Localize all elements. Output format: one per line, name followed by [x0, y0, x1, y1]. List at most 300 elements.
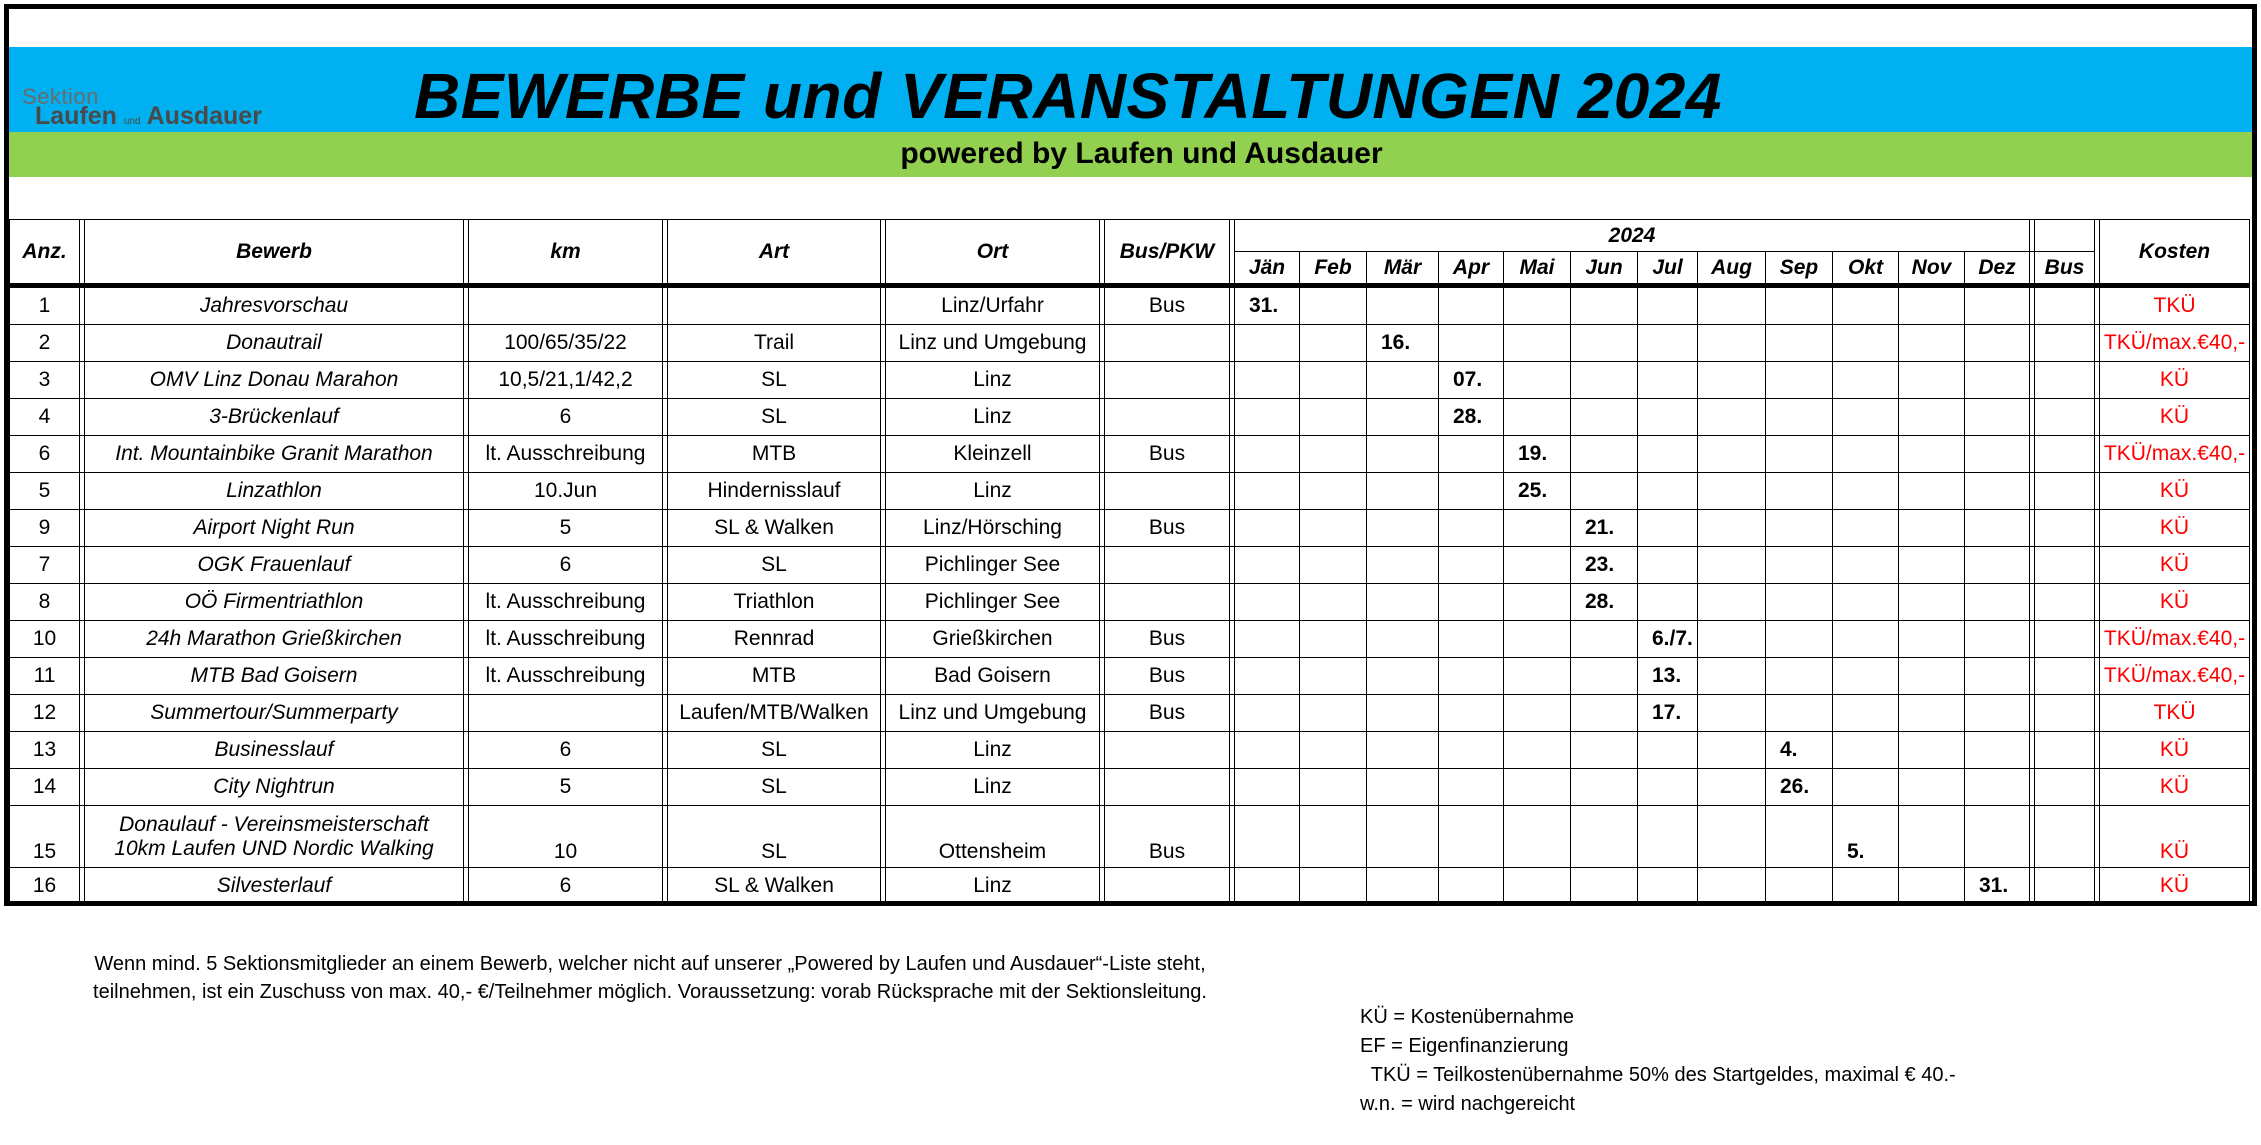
cell-bewerb: City Nightrun: [85, 769, 464, 806]
cell-month-empty: [1439, 769, 1504, 806]
cell-bus-pkw: Bus: [1105, 658, 1230, 695]
cell-km: 6: [469, 547, 663, 584]
cell-month-empty: [1504, 362, 1571, 399]
cell-kosten: KÜ: [2100, 806, 2250, 868]
table-row: [10, 473, 2250, 510]
cell-art: SL: [668, 769, 881, 806]
cell-anz: 5: [10, 473, 80, 510]
cell-ort: Grießkirchen: [886, 621, 1100, 658]
cell-month-empty: [1833, 584, 1899, 621]
cell-month-empty: [1899, 399, 1965, 436]
cell-month-empty: [1899, 868, 1965, 905]
cell-bus-pkw: [1105, 473, 1230, 510]
cell-km: 10: [469, 806, 663, 868]
cell-art: SL: [668, 399, 881, 436]
cell-month-empty: [1504, 399, 1571, 436]
cell-anz: 1: [10, 286, 80, 325]
cell-month-empty: [1367, 695, 1439, 732]
cell-date: 28.: [1439, 399, 1504, 436]
cell-ort: Linz/Urfahr: [886, 286, 1100, 325]
header-anz: Anz.: [10, 220, 80, 286]
cell-ort: Linz: [886, 473, 1100, 510]
cell-month-empty: [1439, 286, 1504, 325]
cell-month-empty: [1965, 584, 2030, 621]
cell-month-empty: [1766, 547, 1833, 584]
cell-art: SL: [668, 547, 881, 584]
logo-und: und: [123, 116, 141, 127]
header-month: Jun: [1571, 252, 1638, 286]
cell-month-empty: [1766, 806, 1833, 868]
cell-month-empty: [1367, 658, 1439, 695]
cell-month-empty: [1638, 732, 1698, 769]
cell-bewerb: [85, 806, 464, 868]
cell-month-empty: [1300, 547, 1367, 584]
cell-anz: 14: [10, 769, 80, 806]
cell-bus-pkw: [1105, 547, 1230, 584]
cell-month-empty: [1235, 473, 1300, 510]
cell-kosten: KÜ: [2100, 547, 2250, 584]
cell-month-empty: [1899, 362, 1965, 399]
cell-month-empty: [1698, 621, 1766, 658]
cell-month-empty: [1698, 362, 1766, 399]
cell-bus: [2035, 473, 2095, 510]
section-logo: [15, 84, 315, 134]
cell-ort: Ottensheim: [886, 806, 1100, 868]
cell-month-empty: [1965, 399, 2030, 436]
cell-month-empty: [1698, 732, 1766, 769]
cell-month-empty: [1504, 806, 1571, 868]
header-bewerb: Bewerb: [85, 220, 464, 286]
cell-km: lt. Ausschreibung: [469, 621, 663, 658]
cell-bus-pkw: Bus: [1105, 510, 1230, 547]
cell-month-empty: [1899, 584, 1965, 621]
cell-kosten: KÜ: [2100, 362, 2250, 399]
cell-bewerb: Donautrail: [85, 325, 464, 362]
cell-date: 5.: [1833, 806, 1899, 868]
cell-bus-pkw: Bus: [1105, 695, 1230, 732]
cell-kosten: KÜ: [2100, 584, 2250, 621]
cell-month-empty: [1235, 362, 1300, 399]
cell-art: SL: [668, 362, 881, 399]
cell-bus: [2035, 436, 2095, 473]
cell-bewerb: Jahresvorschau: [85, 286, 464, 325]
logo-sektion-text: Sektion: [22, 84, 99, 109]
cell-month-empty: [1899, 510, 1965, 547]
cell-anz: 11: [10, 658, 80, 695]
cell-bus: [2035, 362, 2095, 399]
cell-bewerb: Silvesterlauf: [85, 868, 464, 905]
cell-ort: Linz: [886, 868, 1100, 905]
cell-kosten: KÜ: [2100, 510, 2250, 547]
cell-anz: 15: [10, 806, 80, 868]
cell-kosten: KÜ: [2100, 769, 2250, 806]
header-month: Jän: [1235, 252, 1300, 286]
cell-bus-pkw: Bus: [1105, 621, 1230, 658]
cell-bus-pkw: Bus: [1105, 436, 1230, 473]
cell-date: 31.: [1965, 868, 2030, 905]
cell-month-empty: [1833, 473, 1899, 510]
cell-month-empty: [1235, 510, 1300, 547]
page-title: BEWERBE und VERANSTALTUNGEN 2024: [414, 60, 1722, 132]
cell-anz: 12: [10, 695, 80, 732]
cell-month-empty: [1833, 868, 1899, 905]
cell-month-empty: [1571, 436, 1638, 473]
cell-bewerb: OÖ Firmentriathlon: [85, 584, 464, 621]
cell-month-empty: [1571, 325, 1638, 362]
header-ort: Ort: [886, 220, 1100, 286]
cell-month-empty: [1833, 658, 1899, 695]
cell-art: MTB: [668, 436, 881, 473]
cell-ort: Linz und Umgebung: [886, 695, 1100, 732]
cell-bus: [2035, 547, 2095, 584]
cell-month-empty: [1766, 868, 1833, 905]
cell-month-empty: [1235, 769, 1300, 806]
cell-month-empty: [1698, 399, 1766, 436]
header-month: Jul: [1638, 252, 1698, 286]
cell-month-empty: [1638, 510, 1698, 547]
cell-month-empty: [1300, 473, 1367, 510]
cell-month-empty: [1698, 584, 1766, 621]
cell-month-empty: [1439, 325, 1504, 362]
cell-month-empty: [1300, 325, 1367, 362]
cell-month-empty: [1965, 436, 2030, 473]
cell-km: lt. Ausschreibung: [469, 436, 663, 473]
cell-date: 16.: [1367, 325, 1439, 362]
cell-month-empty: [1766, 621, 1833, 658]
cell-month-empty: [1638, 473, 1698, 510]
cell-month-empty: [1235, 658, 1300, 695]
event-sheet: [4, 4, 2257, 906]
cell-month-empty: [1965, 325, 2030, 362]
cell-month-empty: [1300, 621, 1367, 658]
cell-month-empty: [1367, 473, 1439, 510]
header-month: Nov: [1899, 252, 1965, 286]
table-row: [10, 658, 2250, 695]
cell-date: 6./7.: [1638, 621, 1698, 658]
cell-month-empty: [1899, 286, 1965, 325]
cell-month-empty: [1439, 510, 1504, 547]
table-row: [10, 286, 2250, 325]
cell-month-empty: [1439, 547, 1504, 584]
cell-month-empty: [1300, 769, 1367, 806]
logo-name: [35, 102, 262, 131]
cell-km: 5: [469, 510, 663, 547]
cell-month-empty: [1899, 621, 1965, 658]
cell-km: 6: [469, 399, 663, 436]
cell-date: 21.: [1571, 510, 1638, 547]
cell-month-empty: [1504, 658, 1571, 695]
cell-bus-pkw: [1105, 325, 1230, 362]
cell-month-empty: [1766, 436, 1833, 473]
cell-km: lt. Ausschreibung: [469, 658, 663, 695]
cell-month-empty: [1638, 325, 1698, 362]
cell-month-empty: [1766, 325, 1833, 362]
page-subtitle: powered by Laufen und Ausdauer: [900, 137, 1383, 170]
cell-anz: 2: [10, 325, 80, 362]
cell-anz: 16: [10, 868, 80, 905]
cell-month-empty: [1300, 695, 1367, 732]
cell-art: SL & Walken: [668, 868, 881, 905]
cell-month-empty: [1504, 325, 1571, 362]
cell-month-empty: [1833, 510, 1899, 547]
cell-month-empty: [1504, 732, 1571, 769]
cell-month-empty: [1571, 806, 1638, 868]
cell-month-empty: [1300, 510, 1367, 547]
cell-kosten: KÜ: [2100, 399, 2250, 436]
table-row: [10, 325, 2250, 362]
cell-month-empty: [1899, 658, 1965, 695]
logo-part2: Ausdauer: [146, 102, 262, 130]
cell-month-empty: [1698, 695, 1766, 732]
cell-art: MTB: [668, 658, 881, 695]
cell-month-empty: [1439, 621, 1504, 658]
cell-month-empty: [1235, 732, 1300, 769]
cell-month-empty: [1899, 732, 1965, 769]
cell-kosten: TKÜ/max.€40,-: [2100, 658, 2250, 695]
cell-month-empty: [1833, 325, 1899, 362]
cell-month-empty: [1899, 436, 1965, 473]
cell-date: 31.: [1235, 286, 1300, 325]
cell-month-empty: [1439, 584, 1504, 621]
cell-kosten: TKÜ/max.€40,-: [2100, 621, 2250, 658]
events-table: [9, 219, 2250, 905]
cell-month-empty: [1766, 362, 1833, 399]
legend-tku: TKÜ = Teilkostenübernahme 50% des Startgeldes, maximal € 40.-: [1360, 1064, 1956, 1086]
legend: [1360, 1003, 1956, 1119]
cell-month-empty: [1504, 621, 1571, 658]
cell-km: [469, 695, 663, 732]
cell-month-empty: [1439, 732, 1504, 769]
cell-month-empty: [1300, 732, 1367, 769]
cell-bewerb: Summertour/Summerparty: [85, 695, 464, 732]
cell-ort: Linz/Hörsching: [886, 510, 1100, 547]
cell-month-empty: [1300, 584, 1367, 621]
cell-bus-pkw: [1105, 399, 1230, 436]
header-month: Aug: [1698, 252, 1766, 286]
cell-month-empty: [1698, 473, 1766, 510]
cell-month-empty: [1965, 621, 2030, 658]
cell-ort: Bad Goisern: [886, 658, 1100, 695]
cell-art: Rennrad: [668, 621, 881, 658]
cell-month-empty: [1833, 547, 1899, 584]
table-row: [10, 868, 2250, 905]
header-month: Feb: [1300, 252, 1367, 286]
cell-month-empty: [1235, 868, 1300, 905]
header-month: Apr: [1439, 252, 1504, 286]
cell-month-empty: [1766, 286, 1833, 325]
cell-month-empty: [1571, 362, 1638, 399]
table-row: [10, 362, 2250, 399]
cell-month-empty: [1300, 658, 1367, 695]
cell-date: 25.: [1504, 473, 1571, 510]
cell-bewerb-line2: 10km Laufen UND Nordic Walking: [114, 836, 434, 860]
cell-km: 100/65/35/22: [469, 325, 663, 362]
cell-art: Hindernisslauf: [668, 473, 881, 510]
cell-month-empty: [1965, 286, 2030, 325]
cell-month-empty: [1504, 868, 1571, 905]
cell-month-empty: [1504, 510, 1571, 547]
cell-month-empty: [1235, 547, 1300, 584]
cell-bus-pkw: [1105, 732, 1230, 769]
cell-date: 4.: [1766, 732, 1833, 769]
cell-bus: [2035, 325, 2095, 362]
cell-month-empty: [1367, 399, 1439, 436]
cell-month-empty: [1698, 325, 1766, 362]
header-month: Mai: [1504, 252, 1571, 286]
cell-month-empty: [1300, 436, 1367, 473]
cell-month-empty: [1235, 325, 1300, 362]
cell-month-empty: [1300, 399, 1367, 436]
cell-km: [469, 286, 663, 325]
cell-month-empty: [1439, 868, 1504, 905]
cell-bus: [2035, 732, 2095, 769]
header-bus: Bus: [2035, 252, 2095, 286]
cell-month-empty: [1367, 621, 1439, 658]
cell-month-empty: [1638, 806, 1698, 868]
cell-km: 6: [469, 868, 663, 905]
cell-km: 10,5/21,1/42,2: [469, 362, 663, 399]
cell-anz: 10: [10, 621, 80, 658]
cell-art: Triathlon: [668, 584, 881, 621]
cell-month-empty: [1367, 286, 1439, 325]
cell-month-empty: [1235, 584, 1300, 621]
cell-date: 07.: [1439, 362, 1504, 399]
cell-date: 23.: [1571, 547, 1638, 584]
cell-month-empty: [1367, 584, 1439, 621]
cell-bus: [2035, 868, 2095, 905]
cell-bus: [2035, 695, 2095, 732]
table-row: [10, 547, 2250, 584]
header-bus-pkw: Bus/PKW: [1105, 220, 1230, 286]
cell-date: 19.: [1504, 436, 1571, 473]
cell-month-empty: [1766, 473, 1833, 510]
header-art: Art: [668, 220, 881, 286]
cell-anz: 7: [10, 547, 80, 584]
cell-month-empty: [1698, 806, 1766, 868]
header-month: Dez: [1965, 252, 2030, 286]
cell-bewerb: 24h Marathon Grießkirchen: [85, 621, 464, 658]
cell-month-empty: [1367, 732, 1439, 769]
cell-km: 5: [469, 769, 663, 806]
cell-month-empty: [1698, 510, 1766, 547]
cell-month-empty: [1571, 399, 1638, 436]
table-row: [10, 732, 2250, 769]
cell-month-empty: [1439, 473, 1504, 510]
cell-art: SL: [668, 806, 881, 868]
cell-month-empty: [1367, 806, 1439, 868]
cell-month-empty: [1638, 436, 1698, 473]
cell-art: [668, 286, 881, 325]
cell-art: Trail: [668, 325, 881, 362]
cell-month-empty: [1698, 769, 1766, 806]
cell-month-empty: [1504, 584, 1571, 621]
cell-month-empty: [1833, 732, 1899, 769]
cell-month-empty: [1571, 286, 1638, 325]
cell-bewerb: Airport Night Run: [85, 510, 464, 547]
cell-date: 28.: [1571, 584, 1638, 621]
cell-month-empty: [1965, 510, 2030, 547]
cell-month-empty: [1766, 510, 1833, 547]
cell-kosten: KÜ: [2100, 732, 2250, 769]
legend-wn: w.n. = wird nachgereicht: [1360, 1093, 1576, 1115]
cell-ort: Linz: [886, 399, 1100, 436]
cell-month-empty: [1766, 399, 1833, 436]
table-row: [10, 621, 2250, 658]
cell-art: SL: [668, 732, 881, 769]
logo-part1: Laufen: [35, 102, 117, 130]
cell-month-empty: [1899, 769, 1965, 806]
cell-month-empty: [1367, 868, 1439, 905]
cell-bus-pkw: [1105, 769, 1230, 806]
cell-month-empty: [1571, 473, 1638, 510]
cell-month-empty: [1367, 547, 1439, 584]
cell-ort: Linz und Umgebung: [886, 325, 1100, 362]
cell-kosten: TKÜ: [2100, 695, 2250, 732]
cell-month-empty: [1571, 658, 1638, 695]
cell-month-empty: [1638, 584, 1698, 621]
cell-month-empty: [1766, 695, 1833, 732]
cell-month-empty: [1965, 658, 2030, 695]
cell-month-empty: [1899, 325, 1965, 362]
cell-ort: Kleinzell: [886, 436, 1100, 473]
cell-bewerb: Linzathlon: [85, 473, 464, 510]
table-row: [10, 695, 2250, 732]
cell-month-empty: [1833, 769, 1899, 806]
cell-bus-pkw: Bus: [1105, 286, 1230, 325]
cell-month-empty: [1833, 399, 1899, 436]
cell-month-empty: [1833, 286, 1899, 325]
cell-month-empty: [1504, 695, 1571, 732]
cell-month-empty: [1439, 658, 1504, 695]
cell-month-empty: [1965, 769, 2030, 806]
cell-kosten: TKÜ/max.€40,-: [2100, 325, 2250, 362]
cell-month-empty: [1833, 695, 1899, 732]
cell-ort: Pichlinger See: [886, 584, 1100, 621]
cell-month-empty: [1235, 399, 1300, 436]
header-month: Mär: [1367, 252, 1439, 286]
cell-month-empty: [1899, 547, 1965, 584]
cell-date: 26.: [1766, 769, 1833, 806]
cell-art: Laufen/MTB/Walken: [668, 695, 881, 732]
cell-anz: 4: [10, 399, 80, 436]
cell-month-empty: [1698, 286, 1766, 325]
cell-month-empty: [1698, 547, 1766, 584]
cell-art: SL & Walken: [668, 510, 881, 547]
cell-month-empty: [1571, 732, 1638, 769]
cell-month-empty: [1698, 868, 1766, 905]
cell-month-empty: [1833, 436, 1899, 473]
cell-month-empty: [1766, 658, 1833, 695]
cell-ort: Linz: [886, 732, 1100, 769]
cell-ort: Linz: [886, 362, 1100, 399]
cell-month-empty: [1367, 510, 1439, 547]
cell-bus: [2035, 769, 2095, 806]
cell-month-empty: [1235, 695, 1300, 732]
cell-month-empty: [1367, 362, 1439, 399]
cell-month-empty: [1439, 436, 1504, 473]
cell-anz: 3: [10, 362, 80, 399]
cell-month-empty: [1965, 362, 2030, 399]
cell-bewerb: OMV Linz Donau Marahon: [85, 362, 464, 399]
cell-month-empty: [1504, 769, 1571, 806]
table-row: [10, 436, 2250, 473]
cell-month-empty: [1300, 806, 1367, 868]
cell-month-empty: [1504, 547, 1571, 584]
table-row: [10, 399, 2250, 436]
table-row: [10, 510, 2250, 547]
header-month: Sep: [1766, 252, 1833, 286]
cell-month-empty: [1300, 286, 1367, 325]
